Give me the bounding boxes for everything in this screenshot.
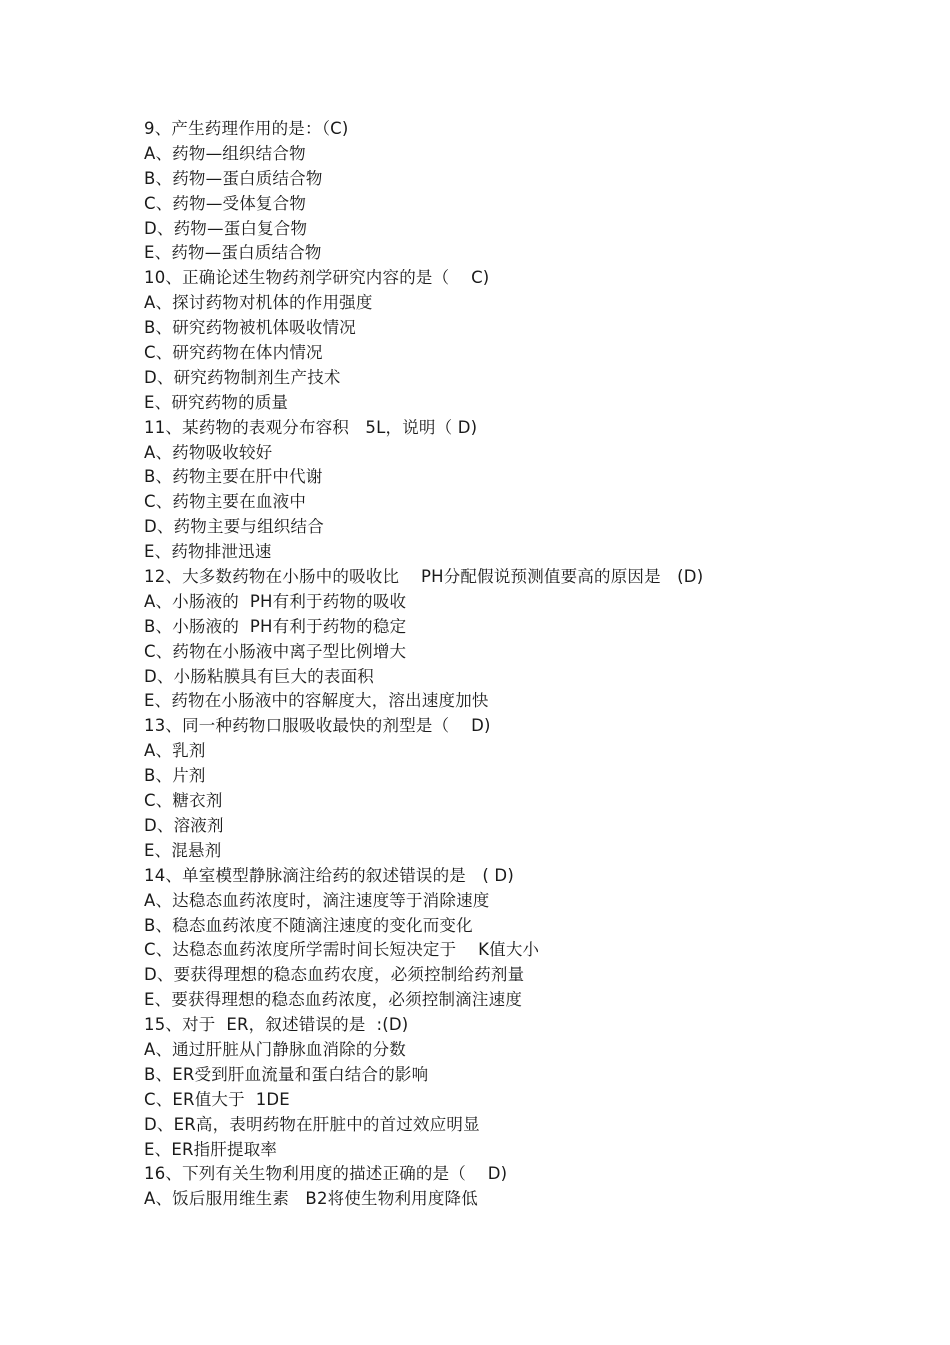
option-d: D、研究药物制剂生产技术	[144, 367, 341, 387]
option-c: C、研究药物在体内情况	[144, 343, 323, 363]
option-a: A、通过肝脏从门静脉血消除的分数	[144, 1039, 406, 1059]
option-d: D、药物—蛋白复合物	[144, 218, 308, 238]
question-9-stem: 9、产生药理作用的是：（C)	[144, 119, 349, 138]
option-a: A、探讨药物对机体的作用强度	[144, 293, 373, 313]
question-15-stem: 15、对于 ER，叙述错误的是 :(D)	[144, 1015, 409, 1035]
option-c: C、药物在小肠液中离子型比例增大	[144, 641, 407, 661]
question-11-stem: 11、某药物的表观分布容积 5L，说明（ D)	[144, 417, 478, 437]
option-a: A、小肠液的 PH有利于药物的吸收	[144, 591, 407, 611]
option-d: D、药物主要与组织结合	[144, 517, 324, 537]
option-b: B、ER受到肝血流量和蛋白结合的影响	[144, 1064, 429, 1084]
option-b: B、药物—蛋白质结合物	[144, 168, 323, 188]
question-text-block	[144, 117, 864, 1212]
option-d: D、要获得理想的稳态血药农度，必须控制给药剂量	[144, 965, 525, 985]
question-13-stem: 13、同一种药物口服吸收最快的剂型是（ D)	[144, 716, 491, 736]
option-b: B、药物主要在肝中代谢	[144, 467, 323, 487]
option-e: E、药物排泄迅速	[144, 542, 272, 562]
option-b: B、研究药物被机体吸收情况	[144, 318, 356, 338]
option-b: B、小肠液的 PH有利于药物的稳定	[144, 616, 407, 636]
option-c: C、药物—受体复合物	[144, 193, 307, 213]
option-a: A、饭后服用维生素 B2将使生物利用度降低	[144, 1189, 478, 1209]
option-a: A、药物—组织结合物	[144, 143, 306, 163]
option-b: B、片剂	[144, 766, 206, 786]
option-e: E、要获得理想的稳态血药浓度，必须控制滴注速度	[144, 990, 523, 1010]
option-a: A、达稳态血药浓度时，滴注速度等于消除速度	[144, 890, 490, 910]
option-d: D、溶液剂	[144, 815, 224, 835]
question-16-stem: 16、下列有关生物利用度的描述正确的是（ D)	[144, 1164, 508, 1184]
option-e: E、药物在小肠液中的容解度大，溶出速度加快	[144, 691, 489, 711]
option-c: C、达稳态血药浓度所学需时间长短决定于 K值大小	[144, 940, 540, 960]
question-14-stem: 14、单室模型静脉滴注给药的叙述错误的是 ( D)	[144, 865, 514, 885]
option-e: E、混悬剂	[144, 840, 222, 860]
option-d: D、ER高，表明药物在肝脏中的首过效应明显	[144, 1114, 480, 1134]
question-12-stem: 12、大多数药物在小肠中的吸收比 PH分配假说预测值要高的原因是 (D)	[144, 567, 704, 587]
option-d: D、小肠粘膜具有巨大的表面积	[144, 666, 375, 686]
question-10-stem: 10、正确论述生物药剂学研究内容的是（ C)	[144, 268, 490, 288]
option-c: C、药物主要在血液中	[144, 492, 307, 512]
option-a: A、药物吸收较好	[144, 442, 273, 462]
option-a: A、乳剂	[144, 741, 206, 761]
option-e: E、ER指肝提取率	[144, 1139, 278, 1159]
option-b: B、稳态血药浓度不随滴注速度的变化而变化	[144, 915, 473, 935]
option-e: E、研究药物的质量	[144, 392, 289, 412]
option-c: C、糖衣剂	[144, 791, 223, 811]
option-e: E、药物—蛋白质结合物	[144, 243, 322, 263]
option-c: C、ER值大于 1DE	[144, 1089, 290, 1109]
